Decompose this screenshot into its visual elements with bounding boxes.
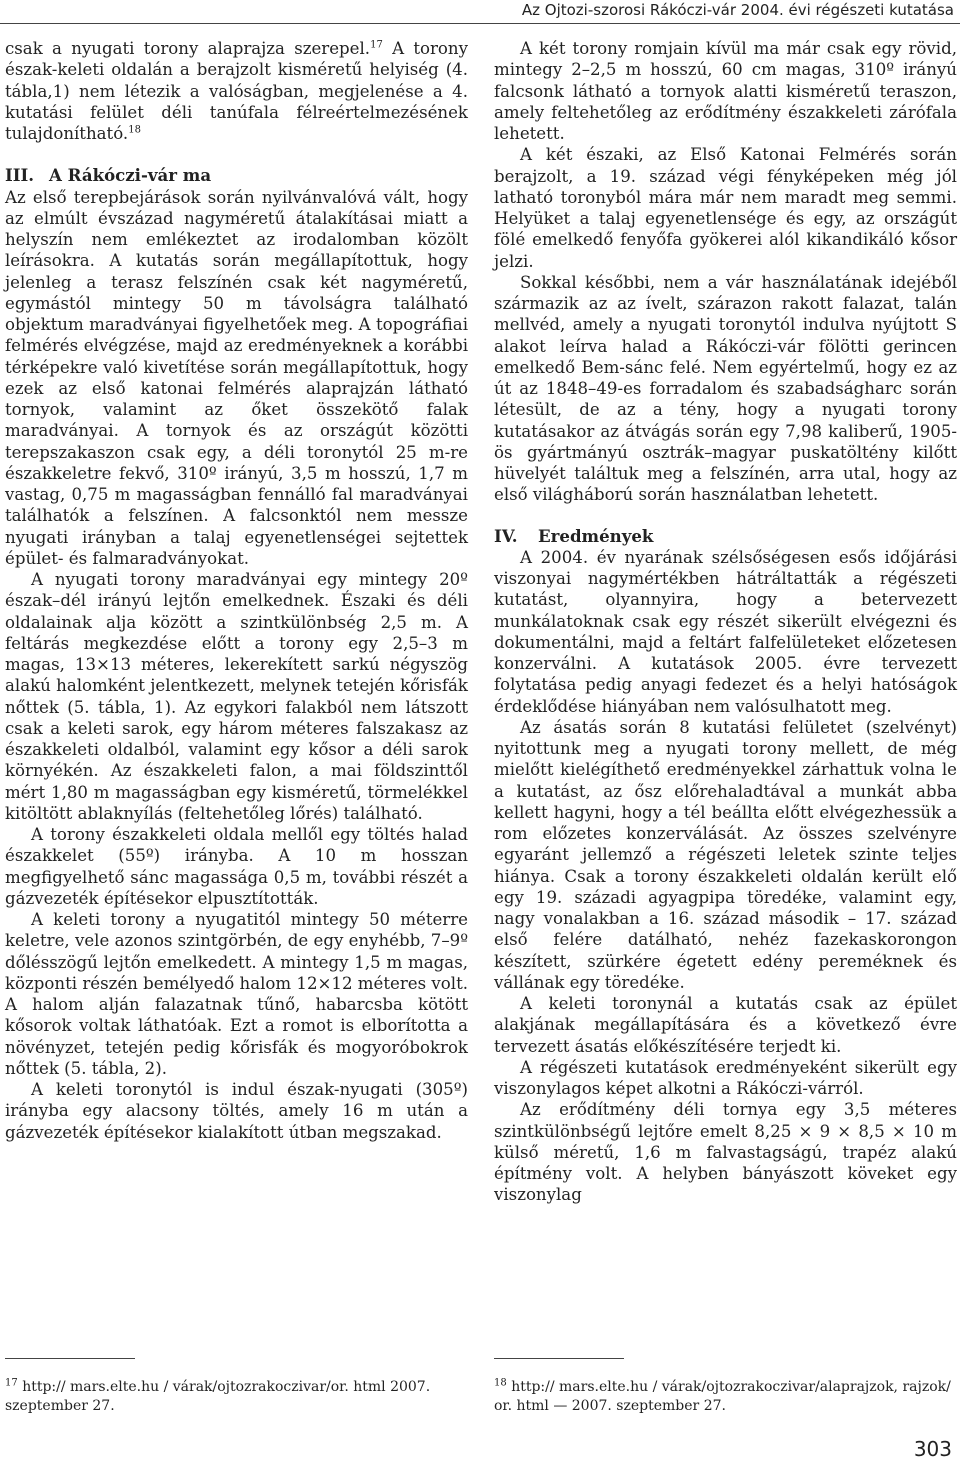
header-rule: [0, 23, 960, 24]
left-column: [5, 38, 468, 1143]
footnote-number: 18: [494, 1377, 507, 1389]
footnote-text: http:// mars.elte.hu / várak/ojtozrakoczivar/or. html 2007. szeptember 27.: [5, 1379, 431, 1414]
body-paragraph: A két északi, az Első Katonai Felmérés során berajzolt, a 19. század végi fényképeken még jól latható toronyból mára már nem maradt meg semmi. Helyüket a talaj egyenetlensége és egy, az országút fölé emelkedő fenyőfa gyökerei alól kikandikáló kősor jelzi.: [494, 145, 957, 271]
footnote-17: [5, 1378, 468, 1416]
body-paragraph: A keleti toronytól is indul észak-nyugati (305º) irányba egy alacsony töltés, amely 16 m után a gázvezeték építésekor kialakított útban megszakad.: [5, 1080, 468, 1142]
footnote-text: http:// mars.elte.hu / várak/ojtozrakoczivar/alaprajzok, rajzok/ or. html — 2007. szeptember 27.: [494, 1379, 951, 1414]
section-heading-iv: [494, 526, 957, 547]
footnote-ref-18: 18: [128, 124, 141, 136]
footnote-18: [494, 1378, 957, 1416]
footnote-rule: [494, 1358, 624, 1359]
body-paragraph: A két torony romjain kívül ma már csak egy rövid, mintegy 2–2,5 m hosszú, 60 cm magas, 310º irányú falcsonk látható a tornyok alatti kisméretű teraszon, amely feltehetőleg az erődítmény északkeleti zárófala lehetett.: [494, 39, 957, 143]
section-title: A Rákóczi-vár ma: [49, 165, 212, 186]
body-paragraph: A 2004. év nyarának szélsőségesen esős időjárási viszonyai nagymértékben hátráltatták a régészeti kutatást, olyannyira, hogy a betervezett munkálatoknak csak egy részét sikerült elvégezni és dokumentálni, majd a feltárt falfelületeket előzetesen konzerválni. A kutatások 2005. évre tervezett folytatása pedig anyagi fedezet és a helyi hatóságok érdeklődése hiányában nem valósulhatott meg.: [494, 547, 957, 716]
section-title: Eredmények: [538, 525, 654, 546]
body-paragraph: A keleti toronynál a kutatás csak az épület alakjának megállapítására és a következő évre tervezett ásatás előkészítésére terjedt ki.: [494, 994, 957, 1056]
section-number: III.: [5, 165, 35, 186]
section-heading-iii: [5, 165, 468, 186]
body-paragraph: A keleti torony a nyugatitól mintegy 50 méterre keletre, vele azonos szintgörbén, de egy enyhébb, 7–9º dőlésszögű lejtőn emelkedett. A mintegy 1,5 m magas, központi részén bemélyedő halom 12×12 méteres volt. A halom alján falazatnak tűnő, habarcsba kötött kősorok voltak láthatóak. Ezt a romot is elborította a növényzet, tetején pedig kőrisfák és mogyoróbokrok nőttek (5. tábla, 2).: [5, 910, 469, 1078]
footnote-number: 17: [5, 1377, 18, 1389]
footnote-rule: [5, 1358, 135, 1359]
running-head: Az Ojtozi-szorosi Rákóczi-vár 2004. évi régészeti kutatása: [521, 1, 954, 19]
body-paragraph: A régészeti kutatások eredményeként sikerült egy viszonylagos képet alkotni a Rákóczi-várról.: [494, 1057, 957, 1098]
body-paragraph: Sokkal későbbi, nem a vár használatának idejéből származik az az ívelt, szárazon rakott falazat, talán mellvéd, amely a nyugati toronytól indulva nyújtott S alakot leírva halad a Rákóczi-vár fölötti gerincen emelkedő Bem-sánc felé. Nem egyértelmű, hogy ez az út az 1848–49-es forradalom és szabadságharc során létesült, de az a tény, hogy a nyugati torony kutatásakor az átvágás során egy 7,98 kaliberű, 1905-ös gyártmányú osztrák–magyar puskatöltény kilőtt hüvelyét találtuk meg a felszínén, arra utal, hogy az első világháború során használatban lehetett.: [494, 272, 957, 505]
body-paragraph: Az ásatás során 8 kutatási felületet (szelvényt) nyitottunk meg a nyugati torony mellett, de még mielőtt kielégíthető eredményekkel zárhattuk volna le a kutatást, az ősz előrehaladtával a munkát abba kellett hagyni, hogy a tél beállta előtt elvégezhessük a rom előzetes konzerválását. Az összes szelvényre egyaránt jellemző a régészeti leletek szinte teljes hiánya. Csak a torony északkeleti oldalán került elő egy 19. századi agyagpipa töredéke, valamint egy, nagy vonalakban a 16. század második – 17. század első felére datálható, nehéz fazekaskorongon készített, szürkére égetett edény pereméknek és vállának egy töredéke.: [494, 717, 957, 992]
intro-text-start: csak a nyugati torony alaprajza szerepel.: [5, 39, 371, 58]
section-number: IV.: [494, 525, 518, 546]
right-column: [494, 38, 957, 1206]
body-paragraph: A nyugati torony maradványai egy mintegy 20º észak–dél irányú lejtőn emelkednek. Északi és déli oldalainak alja között a szintkülönbség 2,5 m. A feltárás megkezdése előtt a torony egy 2,5–3 m magas, 13×13 méteres, lekerekített sarkú négyszög alakú halomként jelentkezett, melynek tetején kőrisfák nőttek (5. tábla, 1). Az egykori falakból nem látszott csak a keleti sarok, egy három méteres falszakasz az északkeleti oldalból, valamint egy kősor a déli sarok környékén. Az északkeleti falon, a mai földszinttől mért 1,80 m magasságban egy kisméretű, törmelékkel kitöltött ablaknyílás (feltehetőleg lőrés) található.: [5, 570, 468, 823]
body-paragraph: A torony északkeleti oldala mellől egy töltés halad északkelet (55º) irányba. A 10 m hosszan megfigyelhető sánc magassága 0,5 m, további részét a gázvezeték építésekor elpusztították.: [5, 825, 468, 908]
intro-text-middle: A torony észak-keleti oldalán a berajzolt kisméretű helyiség (4. tábla,1) nem létezik a valóságban, megjelenése a 4. kutatási felület déli tanúfala félreértelmezésének tulajdonítható.: [5, 39, 468, 143]
body-paragraph: Az első terepbejárások során nyilvánvalóvá vált, hogy az elmúlt évszázad nagyméretű átalakításai miatt a helyszín nem emlékeztet az irodalomban közölt leírásokra. A kutatás során megállapítottuk, hogy jelenleg a terasz felszínén csak két nagyméretű, egymástól mintegy 50 m távolságra található objektum maradványai figyelhetőek meg. A topográfiai felmérés elvégzése, majd az eredményeknek a korábbi térképekre való kivetítése során megállapítottuk, hogy ezek az első katonai felmérés alaprajzán látható tornyok, valamint az őket összekötő falak maradványai. A tornyok és az országút közötti terepszakaszon csak egy, a déli toronytól 25 m-re északkeletre fekvő, 310º irányú, 3,5 m hosszú, 1,7 m vastag, 0,75 m magasságban fennálló fal maradványai találhatók a felszínen. A falcsonktól nem messze nyugati irányban a talaj egyenetlenségei sejtettek épület- és falmaradványokat.: [5, 187, 468, 568]
footnote-ref-17: 17: [370, 39, 383, 51]
page-number: 303: [913, 1437, 952, 1461]
body-paragraph: Az erődítmény déli tornya egy 3,5 méteres szintkülönbségű lejtőre emelt 8,25 × 9 × 8,5 × 10 m külső méretű, 1,6 m falvastagságú, trapéz alakú építmény volt. A helyben bányászott köveket egy viszonylag: [494, 1100, 957, 1205]
intro-paragraph: [5, 38, 468, 144]
